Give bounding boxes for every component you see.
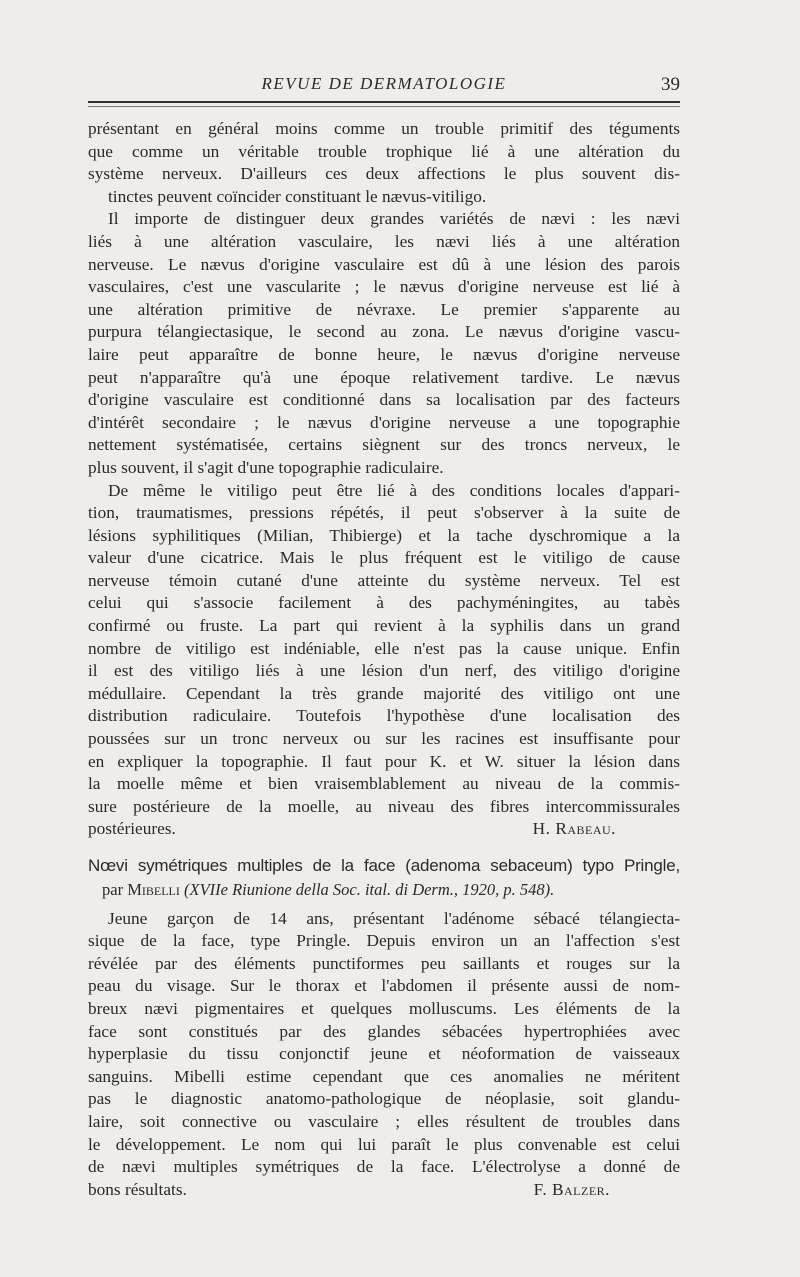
text-line: celui qui s'associe facilement à des pachyméningites, au tabès	[88, 593, 680, 613]
text-line: laire, soit connective ou vasculaire ; elles résultent de troubles dans	[88, 1111, 680, 1131]
text-line: peau du visage. Sur le thorax et l'abdomen il présente aussi de nom-	[88, 976, 680, 996]
text-line: Jeune garçon de 14 ans, présentant l'adénome sébacé télangiecta-	[108, 908, 680, 928]
running-title: REVUE DE DERMATOLOGIE	[261, 74, 507, 93]
text-line: pas le diagnostic anatomo-pathologique de néoplasie, soit glandu-	[88, 1089, 680, 1109]
text-line: nerveuse. Le nævus d'origine vasculaire est dû à une lésion des parois	[88, 254, 680, 274]
citation	[88, 879, 680, 902]
citation-source: (XVIIe Riunione della Soc. ital. di Derm., 1920, p. 548).	[184, 880, 555, 899]
text-line: la moelle même et bien vraisemblablement au niveau de la commis-	[88, 774, 680, 794]
text-line: nerveuse témoin cutané d'une atteinte du système nerveux. Tel est	[88, 570, 680, 590]
text-line: De même le vitiligo peut être lié à des conditions locales d'appari-	[108, 480, 680, 500]
text-line: il est des vitiligo liés à une lésion d'un nerf, des vitiligo d'origine	[88, 661, 680, 681]
text-line: nombre de vitiligo est indéniable, elle n'est pas la cause unique. Enfin	[88, 638, 680, 658]
text-line: sanguins. Mibelli estime cependant que ces anomalies ne méritent	[88, 1066, 680, 1086]
text-line: face sont constitués par des glandes sébacées hypertrophiées avec	[88, 1021, 680, 1041]
article-nevus-vitiligo	[88, 118, 680, 841]
page-number: 39	[661, 74, 680, 95]
text-line: valeur d'une cicatrice. Mais le plus fréquent est le vitiligo de cause	[88, 548, 680, 568]
article-title: Nœvi symétriques multiples de la face (adenoma sebaceum) typo Pringle,	[88, 856, 680, 875]
text-line: breux nævi pigmentaires et quelques molluscums. Les éléments de la	[88, 998, 680, 1018]
citation-prefix: par	[102, 880, 124, 899]
text-line: en expliquer la topographie. Il faut pour K. et W. situer la lésion dans	[88, 751, 680, 771]
signature-name: Rabeau.	[555, 819, 616, 839]
text-line: Il importe de distinguer deux grandes variétés de nævi : les nævi	[108, 209, 680, 229]
text-line: sure postérieure de la moelle, au niveau des fibres intercommissurales	[88, 796, 680, 816]
text-line: liés à une altération vasculaire, les nævi liés à une altération	[88, 231, 680, 251]
text-line: peut n'apparaître qu'à une époque relativement tardive. Le nævus	[88, 367, 680, 387]
author-signature	[533, 818, 680, 841]
signature-line	[88, 818, 680, 841]
text-line: système nerveux. D'ailleurs ces deux affections le plus souvent dis-	[88, 164, 680, 184]
signature-name: Balzer.	[551, 1179, 610, 1199]
text-line: médullaire. Cependant la très grande majorité des vitiligo ont une	[88, 683, 680, 703]
text-line: nettement systématisée, certains siègnent sur des troncs nerveux, le	[88, 435, 680, 455]
text-line: révélée par des éléments punctiformes peu saillants et rouges sur la	[88, 953, 680, 973]
signature-line	[88, 1179, 680, 1202]
signature-initial: F.	[533, 1179, 548, 1199]
header-rule	[88, 101, 680, 103]
text-line: hyperplasie du tissu conjonctif jeune et néoformation de vaisseaux	[88, 1044, 680, 1064]
text-line: vasculaires, c'est une vascularite ; le nævus d'origine nerveuse est lié à	[88, 277, 680, 297]
header-rule-thin	[88, 106, 680, 107]
text-line: sique de la face, type Pringle. Depuis environ un an l'affection s'est	[88, 931, 680, 951]
text-line: distribution radiculaire. Toutefois l'hypothèse d'une localisation des	[88, 706, 680, 726]
text-line: que comme un véritable trouble trophique lié à une altération du	[88, 141, 680, 161]
text-line: de nævi multiples symétriques de la face. L'électrolyse a donné de	[88, 1157, 680, 1177]
text-line: postérieures.	[88, 819, 176, 839]
article-pringle	[88, 855, 680, 1201]
text-line: d'origine vasculaire est conditionné dans sa localisation par des facteurs	[88, 390, 680, 410]
text-line: plus souvent, il s'agit d'une topographie radiculaire.	[88, 457, 444, 477]
citation-author: Mibelli	[127, 880, 180, 899]
text-line: bons résultats.	[88, 1179, 187, 1199]
text-line: poussées sur un tronc nerveux ou sur les racines est insuffisante pour	[88, 729, 680, 749]
text-line: une altération primitive de névraxe. Le premier s'apparente au	[88, 299, 680, 319]
text-line: laire peut apparaître de bonne heure, le nævus d'origine nerveuse	[88, 344, 680, 364]
text-line: tinctes peuvent coïncider constituant le nævus-vitiligo.	[108, 186, 487, 206]
text-line: lésions syphilitiques (Milian, Thibierge) et la tache dyschromique a la	[88, 525, 680, 545]
body-text	[88, 118, 680, 1201]
running-header	[88, 74, 680, 98]
text-line: tion, traumatismes, pressions répétés, il peut s'observer à la suite de	[88, 503, 680, 523]
text-line: d'intérêt secondaire ; le nævus d'origine nerveuse a une topographie	[88, 412, 680, 432]
text-line: présentant en général moins comme un trouble primitif des téguments	[88, 119, 680, 138]
text-line: confirmé ou fruste. La part qui revient à la syphilis dans un grand	[88, 616, 680, 636]
text-line: purpura télangiectasique, le second au zona. Le nævus d'origine vascu-	[88, 322, 680, 342]
signature-initial: H.	[532, 819, 551, 839]
text-line: le développement. Le nom qui lui paraît le plus convenable est celui	[88, 1134, 680, 1154]
author-signature	[534, 1179, 680, 1202]
